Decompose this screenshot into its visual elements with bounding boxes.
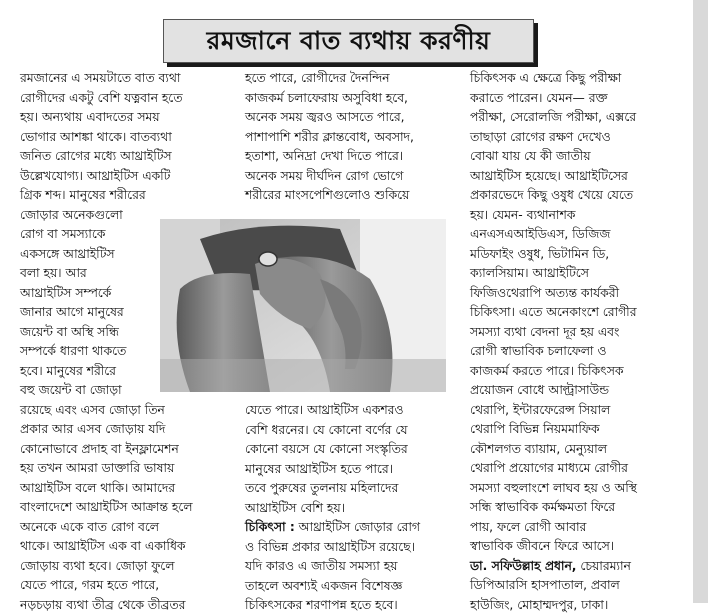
text-line: চিকিৎসা। এতে অনেকাংশে রোগীর [470,305,637,319]
text-line: ভোগার আশঙ্কা থাকে। বাতব্যথা [20,129,172,144]
text-line: প্রকারভেদে কিছু ওষুধ খেয়ে যেতে [470,188,634,202]
text-line: বহু জয়েন্ট বা জোড়া [20,383,122,397]
text-line: থেরাপি বিভিন্ন নিয়মমাফিক [470,422,600,436]
text-line: সমস্যা বহুলাংশে লাঘব হয় ও অস্থি [470,480,637,495]
treatment-first-text: আথ্রাইটিস জোড়ার রোগ [294,520,420,534]
text-line: আথ্রাইটিস সম্পর্কে [20,285,112,300]
text-line: আথ্রাইটিস বেশি হয়। [245,500,345,515]
knee-pain-photo [160,219,446,392]
text-line: চিকিৎসক এ ক্ষেত্রে কিছু পরীক্ষা [470,71,622,85]
text-line: কোনোভাবে প্রদাহ বা ইনফ্লামেশন [20,441,179,456]
text-line: সমস্যা ব্যথা বেদনা দূর হয় এবং [470,324,620,339]
text-line: মানুষের আথ্রাইটিস হতে পারে। [245,461,394,476]
text-line: পায়, ফলে রোগী আবার [470,519,587,534]
text-line: হবে। মানুষের শরীরে [20,363,116,378]
text-line: স্বাভাবিক জীবনে ফিরে আসে। [470,539,615,553]
text-line: রয়েছে এবং এসব জোড়া তিন [20,402,165,417]
text-line: জানার আগে মানুষের [20,305,124,319]
text-line: বোঝা যায় যে কী জাতীয় [470,149,591,163]
column-2-bottom [245,401,420,616]
text-line: গ্রিক শব্দ। মানুষের শরীরের [20,188,146,202]
text-line: মডিফাইং ওষুধ, ভিটামিন ডি, [470,246,610,261]
text-line: কাজকর্ম চলাফেরায় অসুবিধা হবে, [245,90,408,105]
text-line: আথ্রাইটিস বলে থাকি। আমাদের [20,480,176,495]
text-line: ডিপিআরসি হাসপাতাল, প্রবাল [470,578,620,592]
text-line: নড়চড়ায় ব্যথা তীব্র থেকে তীব্রতর [20,597,186,612]
treatment-heading-line [245,518,420,538]
text-line: পাশাপাশি শরীর ক্লান্তবোধ, অবসাদ, [245,129,414,144]
headline-box [163,19,534,63]
text-line: জয়েন্ট বা অস্থি সন্ধি [20,324,119,339]
text-line: ক্যালসিয়াম। আথ্রাইটিসে [470,266,589,280]
text-line: বাংলাদেশে আথ্রাইটিস আক্রান্ত হলে [20,500,193,514]
author-role: চেয়ারম্যান [576,558,631,573]
text-line: কাজকর্ম করতে পারে। চিকিৎসক [470,363,624,378]
text-line: যেতে পারে। আথ্রাইটিস একশরও [245,403,404,417]
text-line: থেরাপি প্রয়োগের মাধ্যমে রোগীর [470,461,628,475]
text-line: কৌশলগত ব্যায়াম, মেন্যুয়াল [470,441,607,456]
text-line: বলা হয়। আর [20,266,87,280]
text-line: যেতে পারে, গরম হতে পারে, [20,578,160,592]
text-line: রোগীদের একটু বেশি যত্নবান হতে [20,90,183,105]
text-line: শরীরের মাংসপেশিগুলোও শুকিয়ে [245,188,410,202]
photo-graphic [160,219,446,392]
text-line: তবে পুরুষের তুলনায় মহিলাদের [245,481,399,495]
text-line: জনিত রোগের মধ্যে আথ্রাইটিস [20,149,172,163]
text-line: প্রকার আর এসব জোড়ায় যদি [20,422,166,436]
column-2-top [245,69,414,206]
text-line: হতে পারে, রোগীদের দৈনন্দিন [245,71,390,85]
text-line: থাকে। আথ্রাইটিস এক বা একাধিক [20,539,186,553]
text-line: জোড়ায় ব্যথা হবে। জোড়া ফুলে [20,558,175,573]
text-line: প্রয়োজন বোধে আল্ট্রাসাউন্ড [470,383,609,397]
text-line: হতাশা, অনিদ্রা দেখা দিতে পারে। [245,149,404,163]
text-line: করাতে পারেন। যেমন— রক্ত [470,90,608,105]
column-3 [470,69,637,615]
text-line: একসঙ্গে আথ্রাইটিস [20,246,115,261]
text-line: তাহলে অবশ্যই একজন বিশেষজ্ঞ [245,578,403,593]
text-line: হাউজিং, মোহাম্মদপুর, ঢাকা। [470,597,609,612]
page-edge-strip [693,0,708,603]
text-line: ও বিভিন্ন প্রকার আথ্রাইটিস রয়েছে। [245,539,416,554]
text-line: কোনো বয়সে যে কোনো সংস্কৃতির [245,442,408,456]
text-line: ফিজিওথেরাপি অত্যন্ত কার্যকরী [470,285,620,300]
text-line: রোগ বা সমস্যাকে [20,227,106,241]
headline: রমজানে বাত ব্যথায় করণীয় [206,26,491,55]
text-line: হয়। যেমন- ব্যথানাশক [470,207,576,222]
text-line: অনেকে একে বাত রোগ বলে [20,519,159,534]
text-line: এনএসএআইডিএস, ডিজিজ [470,227,611,241]
text-line: অনেক সময় দীর্ঘদিন রোগ ভোগে [245,168,404,183]
text-line: সম্পর্কে ধারণা থাকতে [20,344,127,358]
text-line: চিকিৎসকের শরণাপন্ন হতে হবে। [245,598,398,612]
text-line: উল্লেখযোগ্য। আথ্রাইটিস একটি [20,168,171,183]
author-line [470,557,637,577]
text-line: বেশি ধরনের। যে কোনো বর্ণের যে [245,422,408,437]
text-line: রোগী স্বাভাবিক চলাফেলা ও [470,344,607,358]
text-line: পরীক্ষা, সেরোলজি পরীক্ষা, এক্সরে [470,110,637,124]
text-line: হয় তখন আমরা ডাক্তারি ভাষায় [20,461,175,475]
text-line: থেরাপি, ইন্টারফেরেন্স সিয়াল [470,402,611,417]
text-line: অনেক সময় জ্বরও আসতে পারে, [245,110,405,124]
text-line: জোড়ার অনেকগুলো [20,207,123,222]
treatment-label: চিকিৎসা : [245,520,295,534]
text-line: হয়। অন্যথায় এবাদতের সময় [20,110,160,124]
text-line: তাছাড়া রোগের রক্ষণ দেখেও [470,129,611,144]
author-name: ডা. সফিউল্লাহ প্রধান, [470,558,577,573]
text-line: যদি কারও এ জাতীয় সমস্যা হয় [245,559,398,573]
text-line: রমজানের এ সময়টাতে বাত ব্যথা [20,71,181,85]
text-line: আথ্রাইটিস হয়েছে। আথ্রাইটিসের [470,168,628,183]
text-line: সন্ধি স্বাভাবিক কর্মক্ষমতা ফিরে [470,500,616,514]
